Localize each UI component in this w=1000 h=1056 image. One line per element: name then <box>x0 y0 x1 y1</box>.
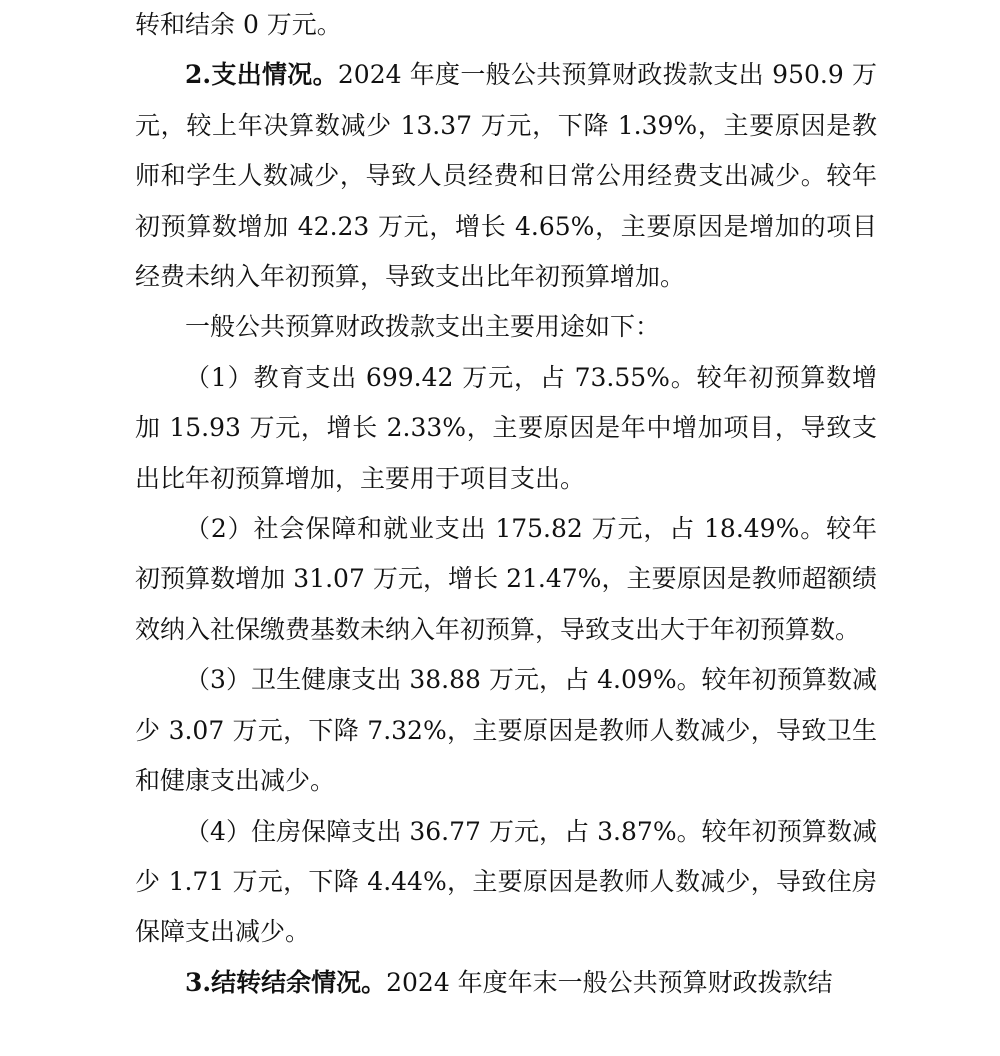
document-page <box>135 0 877 1008</box>
paragraph-housing-expenditure <box>135 807 877 958</box>
paragraph-expenditure-overview <box>135 50 877 302</box>
paragraph-text: 一般公共预算财政拨款支出主要用途如下： <box>185 312 661 342</box>
paragraph-text: （3）卫生健康支出 38.88 万元，占 4.09%。较年初预算数减少 3.07 万元，下降 7.32%，主要原因是教师人数减少，导致卫生和健康支出减少。 <box>135 665 877 796</box>
paragraph-social-security-expenditure <box>135 504 877 655</box>
paragraph-carryover-balance <box>135 0 877 50</box>
section-heading-carryover: 3.结转结余情况。 <box>185 967 387 997</box>
paragraph-health-expenditure <box>135 655 877 806</box>
paragraph-text: （2）社会保障和就业支出 175.82 万元，占 18.49%。较年初预算数增加 31.07 万元，增长 21.47%，主要原因是教师超额绩效纳入社保缴费基数未纳入年初预算，导致支出大于年初预算数。 <box>135 514 877 644</box>
paragraph-text: （1）教育支出 699.42 万元，占 73.55%。较年初预算数增加 15.93 万元，增长 2.33%，主要原因是年中增加项目，导致支出比年初预算增加，主要用于项目支出。 <box>135 362 877 493</box>
paragraph-text: 转和结余 0 万元。 <box>135 10 342 39</box>
paragraph-education-expenditure <box>135 353 877 504</box>
paragraph-text: 2024 年度年末一般公共预算财政拨款结 <box>386 967 833 997</box>
paragraph-text: 2024 年度一般公共预算财政拨款支出 950.9 万元，较上年决算数减少 13.37 万元，下降 1.39%，主要原因是教师和学生人数减少，导致人员经费和日常公用经费支出减少。较年初预算数增加 42.23 万元，增长 4.65%，主要原因是增加的项目经费未纳入年初预算，导致支出比年初预算增加。 <box>135 60 877 292</box>
paragraph-text: （4）住房保障支出 36.77 万元，占 3.87%。较年初预算数减少 1.71 万元，下降 4.44%，主要原因是教师人数减少，导致住房保障支出减少。 <box>135 816 877 947</box>
paragraph-main-uses-intro <box>135 302 877 352</box>
paragraph-carryover-section <box>135 958 877 1008</box>
section-heading-expenditure: 2.支出情况。 <box>185 60 338 90</box>
